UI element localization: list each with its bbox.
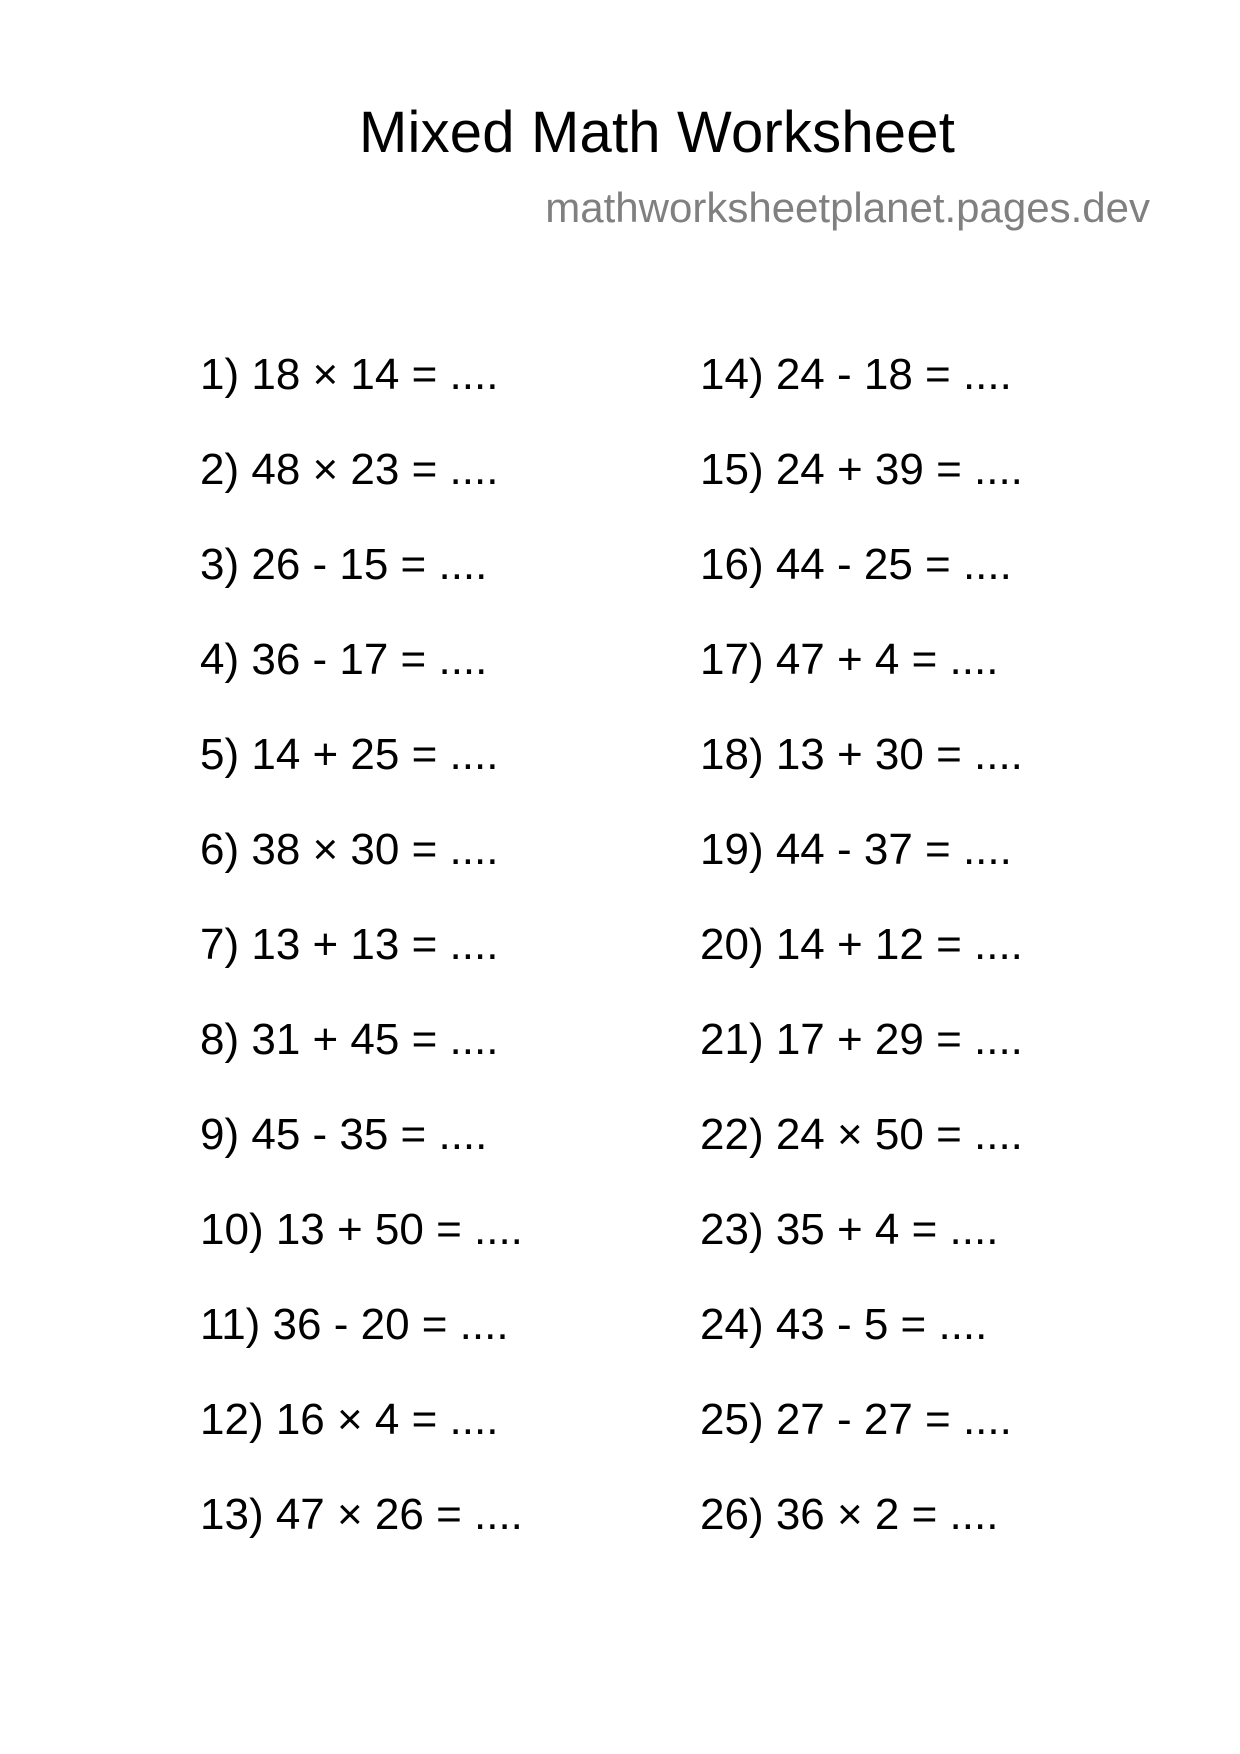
- problem-21: 21) 17 + 29 = ....: [700, 1015, 1023, 1064]
- problem-12: 12) 16 × 4 = ....: [200, 1395, 499, 1444]
- problems-column-left: [200, 345, 523, 1580]
- problem-6: 6) 38 × 30 = ....: [200, 825, 499, 874]
- problem-18: 18) 13 + 30 = ....: [700, 730, 1023, 779]
- problem-5: 5) 14 + 25 = ....: [200, 730, 499, 779]
- problem-24: 24) 43 - 5 = ....: [700, 1300, 988, 1349]
- problem-16: 16) 44 - 25 = ....: [700, 540, 1012, 589]
- problem-1: 1) 18 × 14 = ....: [200, 350, 499, 399]
- problem-7: 7) 13 + 13 = ....: [200, 920, 499, 969]
- problem-22: 22) 24 × 50 = ....: [700, 1110, 1023, 1159]
- problem-9: 9) 45 - 35 = ....: [200, 1110, 488, 1159]
- problem-25: 25) 27 - 27 = ....: [700, 1395, 1012, 1444]
- problem-15: 15) 24 + 39 = ....: [700, 445, 1023, 494]
- problem-4: 4) 36 - 17 = ....: [200, 635, 488, 684]
- problem-19: 19) 44 - 37 = ....: [700, 825, 1012, 874]
- worksheet-title: Mixed Math Worksheet: [358, 100, 956, 165]
- problem-10: 10) 13 + 50 = ....: [200, 1205, 523, 1254]
- problem-13: 13) 47 × 26 = ....: [200, 1490, 523, 1539]
- problem-2: 2) 48 × 23 = ....: [200, 445, 499, 494]
- problem-26: 26) 36 × 2 = ....: [700, 1490, 999, 1539]
- problems-column-right: [700, 345, 1023, 1580]
- problem-17: 17) 47 + 4 = ....: [700, 635, 999, 684]
- problem-23: 23) 35 + 4 = ....: [700, 1205, 999, 1254]
- problem-3: 3) 26 - 15 = ....: [200, 540, 488, 589]
- problem-8: 8) 31 + 45 = ....: [200, 1015, 499, 1064]
- site-url: mathworksheetplanet.pages.dev: [545, 184, 1150, 231]
- problem-20: 20) 14 + 12 = ....: [700, 920, 1023, 969]
- problem-14: 14) 24 - 18 = ....: [700, 350, 1012, 399]
- problem-11: 11) 36 - 20 = ....: [200, 1300, 509, 1349]
